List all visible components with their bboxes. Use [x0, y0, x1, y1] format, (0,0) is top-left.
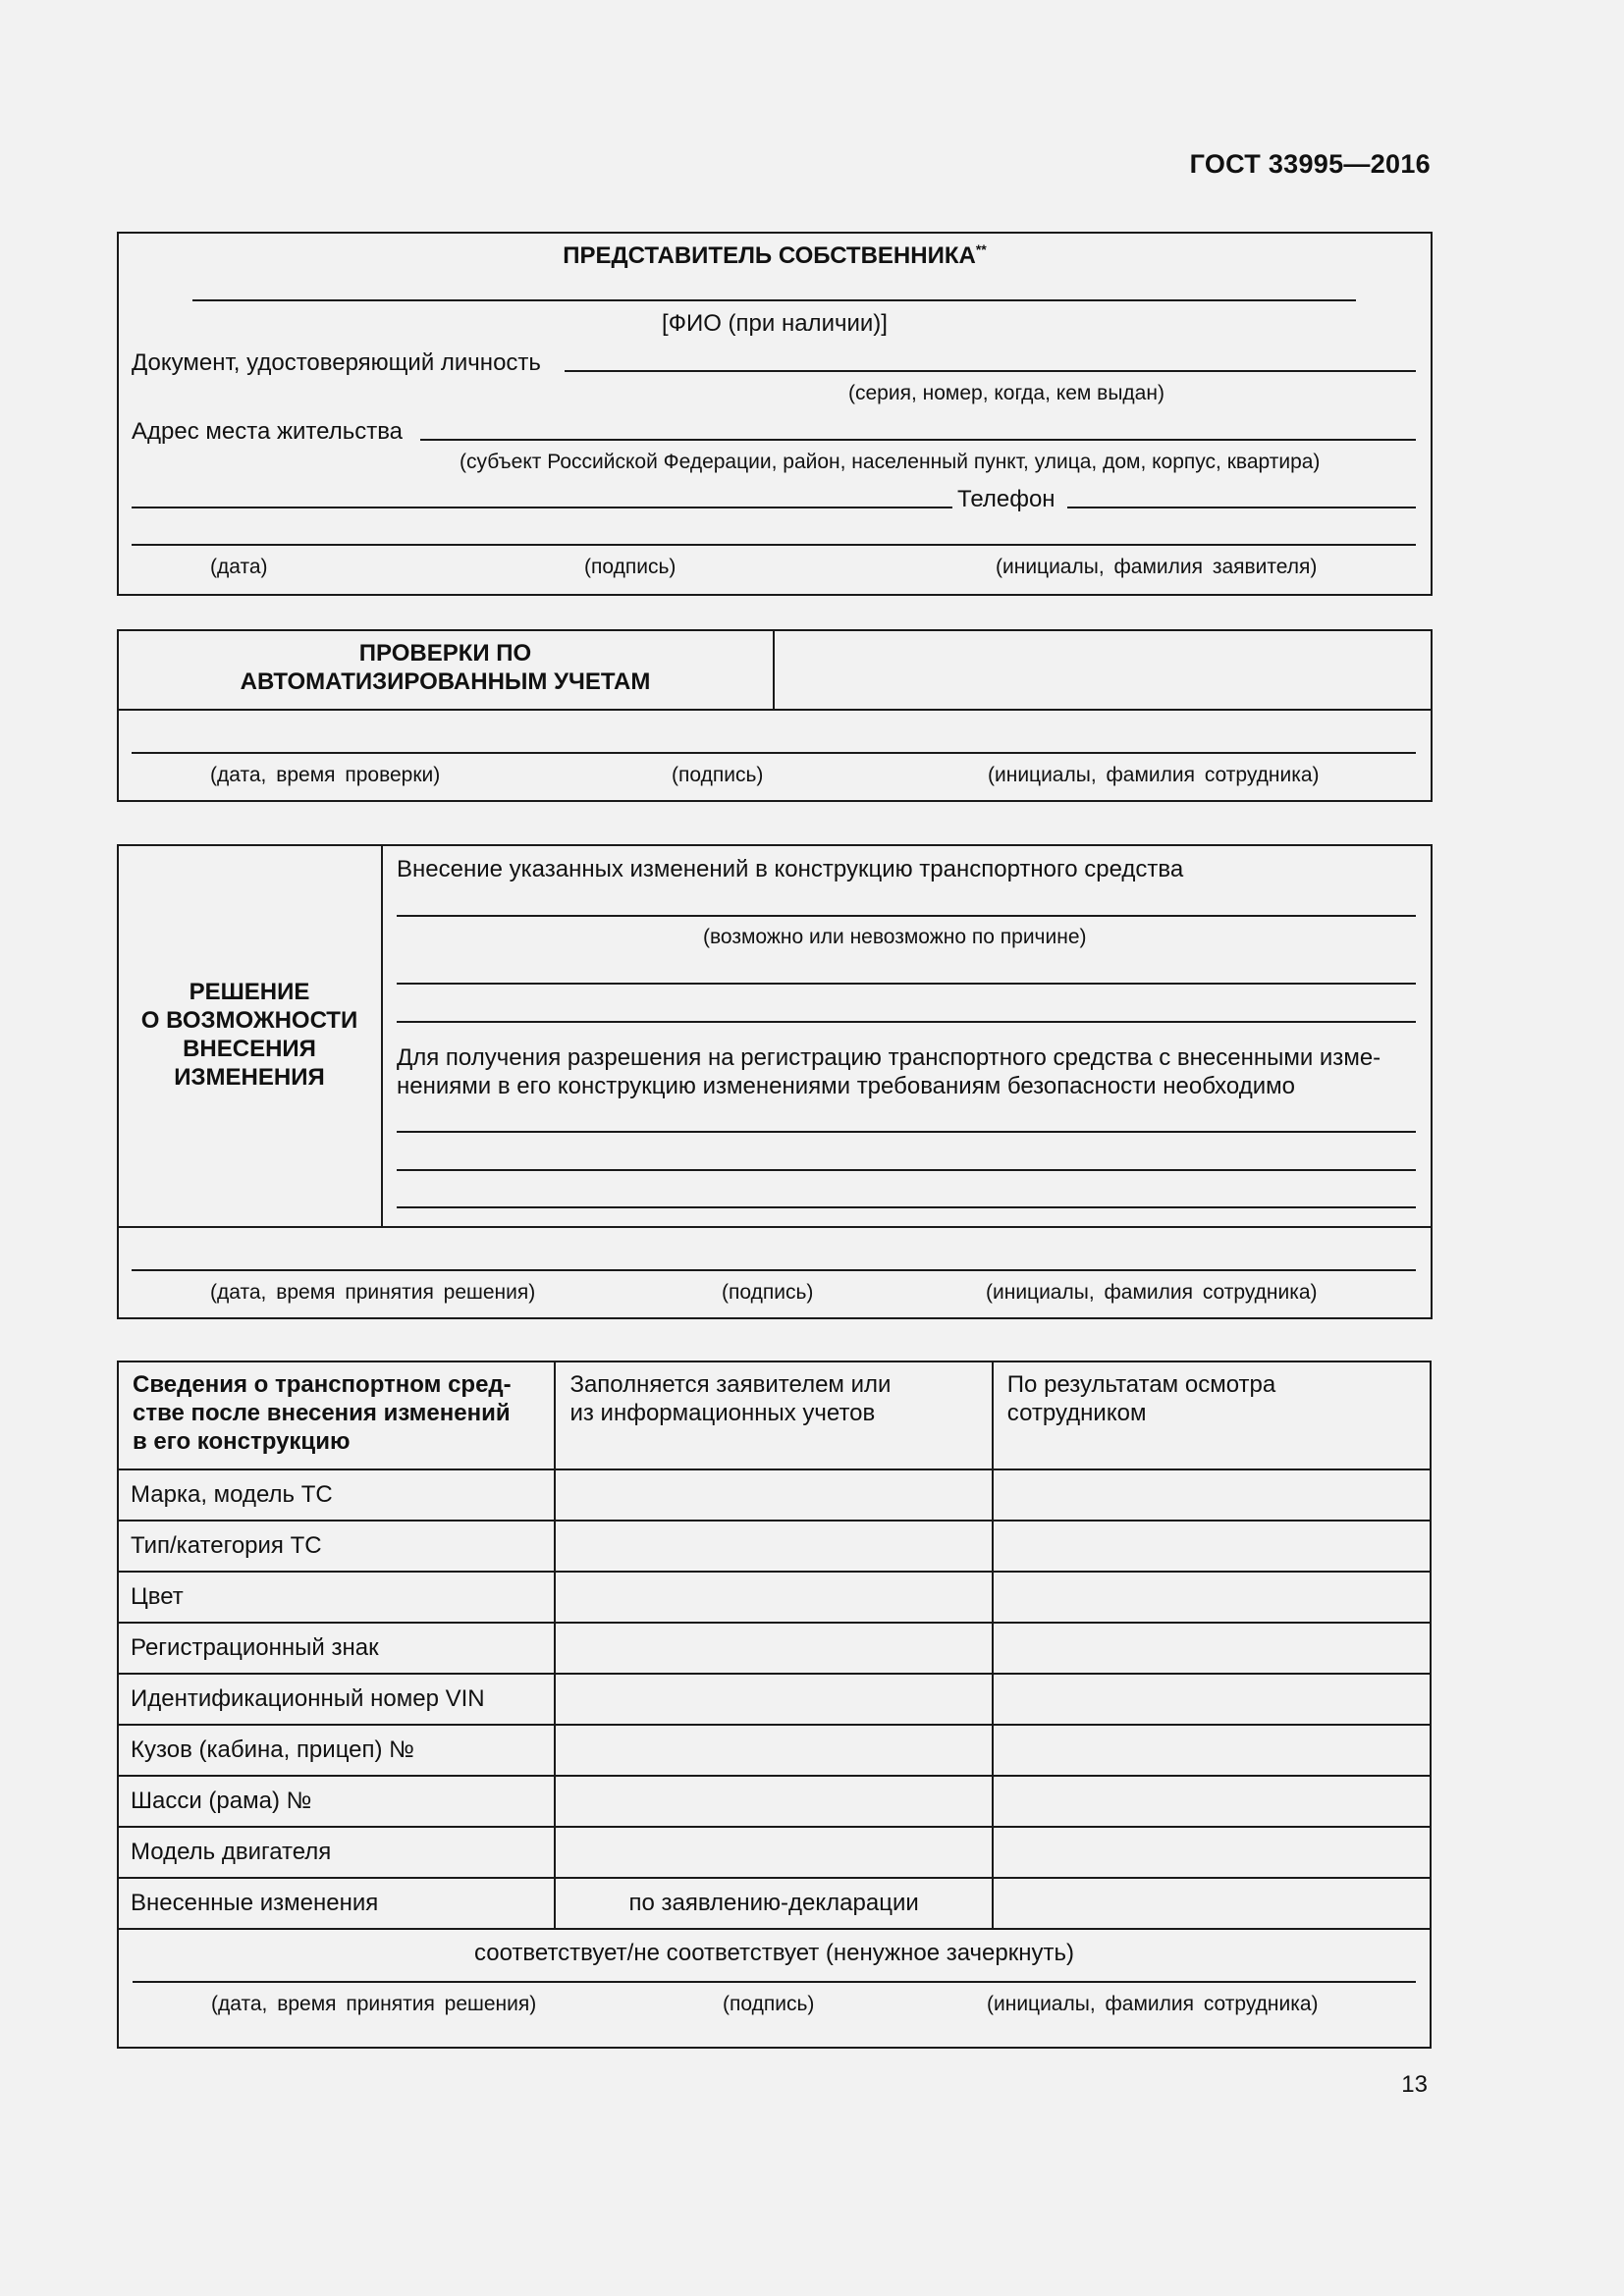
table-row — [118, 1776, 1431, 1827]
table-row — [118, 1572, 1431, 1623]
table-row — [118, 1469, 1431, 1521]
decision-text-2: Для получения разрешения на регистрацию транспортного средства с внесенными изме- нениями в его конструкцию изменениями требованиям безопасности необходимо — [397, 1044, 1381, 1099]
address-label: Адрес места жительства — [132, 418, 404, 445]
row-label: Идентификационный номер VIN — [118, 1674, 555, 1725]
table-header-row — [118, 1362, 1431, 1469]
fio-caption: [ФИО (при наличии)] — [662, 310, 888, 337]
decision-caption-1: (возможно или невозможно по причине) — [703, 926, 1087, 948]
owner-representative-block — [117, 232, 1433, 596]
decision-field-5[interactable] — [397, 1169, 1416, 1171]
table-sig-signature-caption: (подпись) — [723, 1993, 815, 2015]
inspector-cell[interactable] — [993, 1469, 1431, 1521]
row-label: Марка, модель ТС — [118, 1469, 555, 1521]
table-row — [118, 1827, 1431, 1878]
decision-sig-name-caption: (инициалы, фамилия сотрудника) — [986, 1281, 1318, 1304]
conclusion-row — [118, 1929, 1431, 2048]
decision-field-6[interactable] — [397, 1206, 1416, 1208]
decision-field-3[interactable] — [397, 1021, 1416, 1023]
applicant-cell[interactable]: по заявлению-декларации — [555, 1878, 992, 1929]
row-label: Внесенные изменения — [118, 1878, 555, 1929]
owner-sig-signature-caption: (подпись) — [584, 556, 677, 578]
standard-number: ГОСТ 33995—2016 — [1189, 149, 1431, 179]
decision-title: РЕШЕНИЕ О ВОЗМОЖНОСТИ ВНЕСЕНИЯ ИЗМЕНЕНИЯ — [140, 979, 358, 1091]
inspector-cell[interactable] — [993, 1623, 1431, 1674]
table-row — [118, 1878, 1431, 1929]
applicant-cell[interactable] — [555, 1469, 992, 1521]
applicant-cell[interactable] — [555, 1674, 992, 1725]
phone-label: Телефон — [957, 486, 1056, 512]
decision-field-4[interactable] — [397, 1131, 1416, 1133]
inspector-cell[interactable] — [993, 1572, 1431, 1623]
decision-sig-date-caption: (дата, время принятия решения) — [210, 1281, 536, 1304]
checks-result-field[interactable] — [776, 632, 1430, 708]
checks-title: ПРОВЕРКИ ПО АВТОМАТИЗИРОВАННЫМ УЧЕТАМ — [240, 640, 651, 695]
owner-block-title: ПРЕДСТАВИТЕЛЬ СОБСТВЕННИКА** — [563, 241, 987, 269]
decision-divider — [381, 844, 383, 1227]
owner-signature-line[interactable] — [132, 544, 1416, 546]
row-label: Тип/категория ТС — [118, 1521, 555, 1572]
applicant-cell[interactable] — [555, 1521, 992, 1572]
checks-sig-date-caption: (дата, время проверки) — [210, 764, 441, 786]
decision-field-2[interactable] — [397, 983, 1416, 985]
applicant-cell[interactable] — [555, 1572, 992, 1623]
header-cell-vehicle-info: Сведения о транспортном сред- стве после внесения изменений в его конструкцию — [118, 1362, 555, 1469]
inspector-cell[interactable] — [993, 1776, 1431, 1827]
document-label: Документ, удостоверяющий личность — [132, 349, 541, 376]
fio-field[interactable] — [192, 299, 1356, 301]
conclusion-signature-line[interactable] — [133, 1981, 1416, 1983]
owner-sig-name-caption: (инициалы, фамилия заявителя) — [996, 556, 1318, 578]
page-number: 13 — [1401, 2071, 1428, 2098]
vehicle-info-table — [117, 1361, 1432, 2049]
conclusion-text: соответствует/не соответствует (ненужное зачеркнуть) — [473, 1940, 1074, 1966]
row-label: Модель двигателя — [118, 1827, 555, 1878]
phone-field[interactable] — [1067, 507, 1416, 508]
inspector-cell[interactable] — [993, 1521, 1431, 1572]
address-field-continued[interactable] — [132, 507, 952, 508]
row-label: Цвет — [118, 1572, 555, 1623]
decision-sig-signature-caption: (подпись) — [722, 1281, 814, 1304]
checks-sig-signature-caption: (подпись) — [672, 764, 764, 786]
table-row — [118, 1623, 1431, 1674]
inspector-cell[interactable] — [993, 1878, 1431, 1929]
applicant-cell[interactable] — [555, 1725, 992, 1776]
row-label: Кузов (кабина, прицеп) № — [118, 1725, 555, 1776]
row-label: Регистрационный знак — [118, 1623, 555, 1674]
document-caption: (серия, номер, когда, кем выдан) — [848, 382, 1164, 404]
inspector-cell[interactable] — [993, 1725, 1431, 1776]
applicant-cell[interactable] — [555, 1827, 992, 1878]
conclusion-cell — [118, 1929, 1431, 2048]
address-field[interactable] — [420, 439, 1416, 441]
table-sig-date-caption: (дата, время принятия решения) — [211, 1993, 537, 2015]
table-row — [118, 1521, 1431, 1572]
decision-body-border — [117, 1226, 1433, 1228]
checks-sig-name-caption: (инициалы, фамилия сотрудника) — [988, 764, 1320, 786]
row-label: Шасси (рама) № — [118, 1776, 555, 1827]
decision-signature-line[interactable] — [132, 1269, 1416, 1271]
header-cell-applicant: Заполняется заявителем или из информационных учетов — [555, 1362, 992, 1469]
document-field[interactable] — [565, 370, 1416, 372]
inspector-cell[interactable] — [993, 1827, 1431, 1878]
applicant-cell[interactable] — [555, 1623, 992, 1674]
address-caption: (субъект Российской Федерации, район, населенный пункт, улица, дом, корпус, квартира) — [460, 451, 1321, 473]
applicant-cell[interactable] — [555, 1776, 992, 1827]
decision-field-1[interactable] — [397, 915, 1416, 917]
header-cell-inspector: По результатам осмотра сотрудником — [993, 1362, 1431, 1469]
checks-signature-line[interactable] — [132, 752, 1416, 754]
table-row — [118, 1725, 1431, 1776]
checks-header-border — [117, 709, 1433, 711]
table-sig-name-caption: (инициалы, фамилия сотрудника) — [987, 1993, 1319, 2015]
table-row — [118, 1674, 1431, 1725]
inspector-cell[interactable] — [993, 1674, 1431, 1725]
owner-sig-date-caption: (дата) — [210, 556, 268, 578]
decision-text-1: Внесение указанных изменений в конструкцию транспортного средства — [397, 856, 1184, 882]
